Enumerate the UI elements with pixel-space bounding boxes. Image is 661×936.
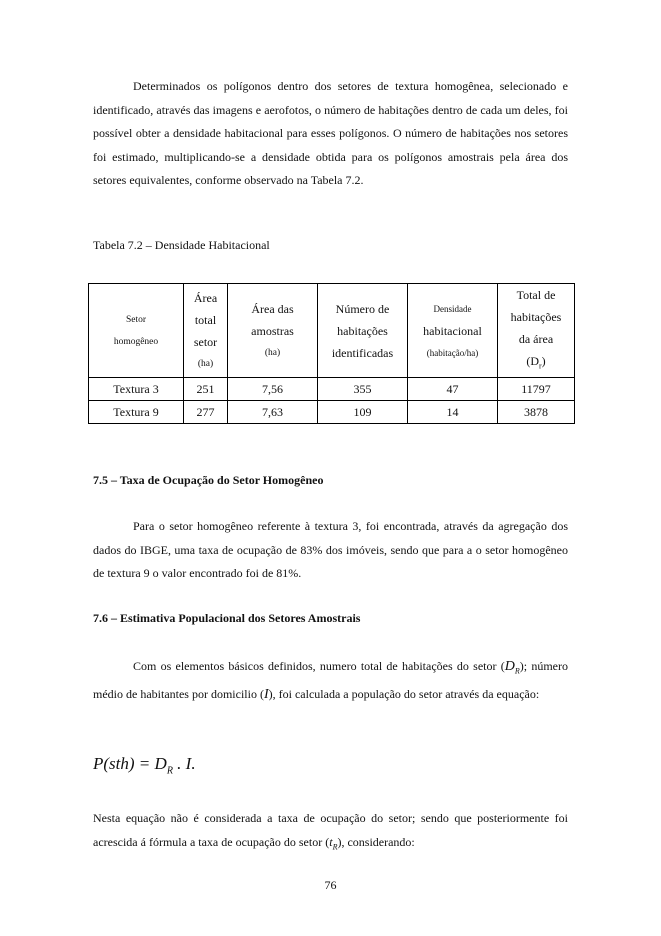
cell-total: 11797 (498, 378, 575, 401)
population-equation: $P(sth) = D_R$ . I. (93, 754, 196, 777)
section-7-6-paragraph: Com os elementos básicos definidos, numero total de habitações do setor $(D_R)$; número médio de habitantes por domicilio (I), foi calculada a população do setor através da equação: (93, 659, 568, 702)
table-row (89, 401, 575, 424)
cell-habitacoes: 355 (318, 378, 408, 401)
header-numero-habitacoes: Número de habitações identificadas (318, 284, 408, 378)
cell-setor: Textura 9 (89, 401, 184, 424)
table-caption: Tabela 7.2 – Densidade Habitacional (93, 238, 270, 252)
intro-paragraph: Determinados os polígonos dentro dos setores de textura homogênea, selecionado e identificado, através das imagens e aerofotos, o número de habitações dentro de cada um deles, foi possível obter a densidade habitacional para esses polígonos. O número de habitações nos setores foi estimado, multiplicando-se a densidade obtida para os polígonos amostrais pela área dos setores equivalentes, conforme observado na Tabela 7.2. (93, 79, 568, 187)
density-table (88, 283, 575, 424)
cell-area-amostras: 7,63 (228, 401, 318, 424)
header-area-total: Área total setor (ha) (184, 284, 228, 378)
table-header-row (89, 284, 575, 378)
page-number: 76 (324, 878, 337, 892)
cell-setor: Textura 3 (89, 378, 184, 401)
section-7-6-paragraph-2: Nesta equação não é considerada a taxa de ocupação do setor; sendo que posteriormente foi acrescida á fórmula a taxa de ocupação do setor $(t_R)$, considerando: (93, 811, 568, 851)
header-setor: Setor homogêneo (89, 284, 184, 378)
cell-area-amostras: 7,56 (228, 378, 318, 401)
cell-densidade: 47 (408, 378, 498, 401)
header-area-amostras: Área das amostras (ha) (228, 284, 318, 378)
table-row (89, 378, 575, 401)
section-7-6-heading: 7.6 – Estimativa Populacional dos Setores Amostrais (93, 611, 361, 625)
cell-area-total: 251 (184, 378, 228, 401)
cell-total: 3878 (498, 401, 575, 424)
section-7-5-heading: 7.5 – Taxa de Ocupação do Setor Homogêneo (93, 473, 324, 487)
header-total-habitacoes: Total de habitações da área $(D_r)$ (498, 284, 575, 378)
cell-habitacoes: 109 (318, 401, 408, 424)
header-densidade: Densidade habitacional (habitação/ha) (408, 284, 498, 378)
cell-area-total: 277 (184, 401, 228, 424)
section-7-5-paragraph: Para o setor homogêneo referente à textura 3, foi encontrada, através da agregação dos dados do IBGE, uma taxa de ocupação de 83% dos imóveis, sendo que para a o setor homogêneo de textura 9 o valor encontrado foi de 81%. (93, 519, 568, 580)
cell-densidade: 14 (408, 401, 498, 424)
